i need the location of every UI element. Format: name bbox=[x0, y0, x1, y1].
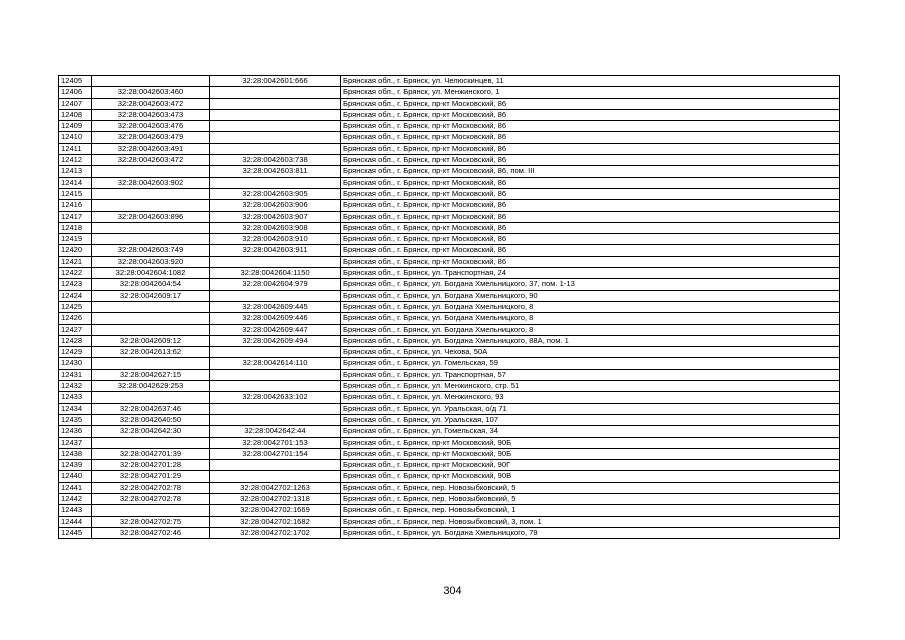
object-cadastral-number-cell bbox=[210, 381, 341, 392]
object-cadastral-number-cell: 32:28:0042603:905 bbox=[210, 188, 341, 199]
address-cell: Брянская обл., г. Брянск, ул. Богдана Хмельницкого, 88А, пом. 1 bbox=[341, 335, 840, 346]
land-cadastral-number-cell: 32:28:0042603:896 bbox=[92, 211, 210, 222]
table-row bbox=[59, 245, 840, 256]
address-cell: Брянская обл., г. Брянск, пр-кт Московский, 86 bbox=[341, 98, 840, 109]
object-cadastral-number-cell: 32:28:0042603:906 bbox=[210, 200, 341, 211]
table-row bbox=[59, 256, 840, 267]
address-cell: Брянская обл., г. Брянск, пр-кт Московский, 86 bbox=[341, 245, 840, 256]
row-number-cell: 12427 bbox=[59, 324, 92, 335]
table-row bbox=[59, 381, 840, 392]
object-cadastral-number-cell: 32:28:0042701:153 bbox=[210, 437, 341, 448]
row-number-cell: 12439 bbox=[59, 460, 92, 471]
table-row bbox=[59, 347, 840, 358]
address-cell: Брянская обл., г. Брянск, пер. Новозыбковский, 3, пом. 1 bbox=[341, 516, 840, 527]
object-cadastral-number-cell: 32:28:0042633:102 bbox=[210, 392, 341, 403]
object-cadastral-number-cell bbox=[210, 98, 341, 109]
row-number-cell: 12421 bbox=[59, 256, 92, 267]
row-number-cell: 12407 bbox=[59, 98, 92, 109]
table-row bbox=[59, 87, 840, 98]
object-cadastral-number-cell: 32:28:0042603:908 bbox=[210, 222, 341, 233]
object-cadastral-number-cell bbox=[210, 460, 341, 471]
page-number: 304 bbox=[443, 585, 462, 597]
land-cadastral-number-cell bbox=[92, 234, 210, 245]
table-row bbox=[59, 505, 840, 516]
object-cadastral-number-cell bbox=[210, 471, 341, 482]
address-cell: Брянская обл., г. Брянск, пр-кт Московский, 86 bbox=[341, 211, 840, 222]
row-number-cell: 12431 bbox=[59, 369, 92, 380]
table-row bbox=[59, 527, 840, 538]
address-cell: Брянская обл., г. Брянск, ул. Богдана Хмельницкого, 90 bbox=[341, 290, 840, 301]
object-cadastral-number-cell: 32:28:0042603:811 bbox=[210, 166, 341, 177]
table-row bbox=[59, 155, 840, 166]
address-cell: Брянская обл., г. Брянск, пер. Новозыбковский, 5 bbox=[341, 493, 840, 504]
row-number-cell: 12409 bbox=[59, 121, 92, 132]
object-cadastral-number-cell: 32:28:0042603:910 bbox=[210, 234, 341, 245]
table-row bbox=[59, 358, 840, 369]
land-cadastral-number-cell: 32:28:0042603:472 bbox=[92, 155, 210, 166]
table-row bbox=[59, 200, 840, 211]
land-cadastral-number-cell bbox=[92, 76, 210, 87]
address-cell: Брянская обл., г. Брянск, пр-кт Московский, 86 bbox=[341, 132, 840, 143]
land-cadastral-number-cell: 32:28:0042629:253 bbox=[92, 381, 210, 392]
land-cadastral-number-cell: 32:28:0042701:39 bbox=[92, 448, 210, 459]
object-cadastral-number-cell: 32:28:0042601:666 bbox=[210, 76, 341, 87]
address-cell: Брянская обл., г. Брянск, ул. Транспортная, 24 bbox=[341, 268, 840, 279]
object-cadastral-number-cell bbox=[210, 87, 341, 98]
address-cell: Брянская обл., г. Брянск, пр-кт Московский, 86 bbox=[341, 155, 840, 166]
row-number-cell: 12420 bbox=[59, 245, 92, 256]
row-number-cell: 12413 bbox=[59, 166, 92, 177]
address-cell: Брянская обл., г. Брянск, пр-кт Московский, 86 bbox=[341, 188, 840, 199]
address-cell: Брянская обл., г. Брянск, пр-кт Московский, 90Б bbox=[341, 448, 840, 459]
land-cadastral-number-cell: 32:28:0042702:78 bbox=[92, 493, 210, 504]
row-number-cell: 12433 bbox=[59, 392, 92, 403]
object-cadastral-number-cell bbox=[210, 290, 341, 301]
land-cadastral-number-cell: 32:28:0042603:472 bbox=[92, 98, 210, 109]
row-number-cell: 12437 bbox=[59, 437, 92, 448]
object-cadastral-number-cell: 32:28:0042702:1263 bbox=[210, 482, 341, 493]
registry-table bbox=[58, 75, 840, 539]
address-cell: Брянская обл., г. Брянск, ул. Богдана Хмельницкого, 8 bbox=[341, 301, 840, 312]
object-cadastral-number-cell: 32:28:0042702:1682 bbox=[210, 516, 341, 527]
address-cell: Брянская обл., г. Брянск, пр-кт Московский, 90В bbox=[341, 471, 840, 482]
land-cadastral-number-cell bbox=[92, 437, 210, 448]
table-row bbox=[59, 437, 840, 448]
table-row bbox=[59, 211, 840, 222]
address-cell: Брянская обл., г. Брянск, ул. Уральская, 107 bbox=[341, 414, 840, 425]
row-number-cell: 12408 bbox=[59, 109, 92, 120]
object-cadastral-number-cell: 32:28:0042702:1702 bbox=[210, 527, 341, 538]
address-cell: Брянская обл., г. Брянск, ул. Гомельская, 59 bbox=[341, 358, 840, 369]
table-row bbox=[59, 516, 840, 527]
address-cell: Брянская обл., г. Брянск, пер. Новозыбковский, 5 bbox=[341, 482, 840, 493]
land-cadastral-number-cell: 32:28:0042701:29 bbox=[92, 471, 210, 482]
object-cadastral-number-cell bbox=[210, 403, 341, 414]
row-number-cell: 12415 bbox=[59, 188, 92, 199]
row-number-cell: 12442 bbox=[59, 493, 92, 504]
land-cadastral-number-cell: 32:28:0042604:54 bbox=[92, 279, 210, 290]
table-row bbox=[59, 177, 840, 188]
table-row bbox=[59, 166, 840, 177]
table-row bbox=[59, 392, 840, 403]
address-cell: Брянская обл., г. Брянск, ул. Чехова, 50А bbox=[341, 347, 840, 358]
row-number-cell: 12424 bbox=[59, 290, 92, 301]
row-number-cell: 12441 bbox=[59, 482, 92, 493]
table-row bbox=[59, 290, 840, 301]
land-cadastral-number-cell bbox=[92, 188, 210, 199]
land-cadastral-number-cell: 32:28:0042637:46 bbox=[92, 403, 210, 414]
object-cadastral-number-cell: 32:28:0042609:494 bbox=[210, 335, 341, 346]
table-row bbox=[59, 313, 840, 324]
object-cadastral-number-cell: 32:28:0042642:44 bbox=[210, 426, 341, 437]
table-row bbox=[59, 493, 840, 504]
row-number-cell: 12436 bbox=[59, 426, 92, 437]
row-number-cell: 12422 bbox=[59, 268, 92, 279]
address-cell: Брянская обл., г. Брянск, ул. Челюскинцев, 11 bbox=[341, 76, 840, 87]
object-cadastral-number-cell: 32:28:0042604:979 bbox=[210, 279, 341, 290]
row-number-cell: 12445 bbox=[59, 527, 92, 538]
row-number-cell: 12406 bbox=[59, 87, 92, 98]
object-cadastral-number-cell bbox=[210, 347, 341, 358]
land-cadastral-number-cell: 32:28:0042603:491 bbox=[92, 143, 210, 154]
row-number-cell: 12438 bbox=[59, 448, 92, 459]
table-row bbox=[59, 234, 840, 245]
table-row bbox=[59, 132, 840, 143]
row-number-cell: 12417 bbox=[59, 211, 92, 222]
land-cadastral-number-cell: 32:28:0042702:78 bbox=[92, 482, 210, 493]
land-cadastral-number-cell: 32:28:0042603:902 bbox=[92, 177, 210, 188]
object-cadastral-number-cell: 32:28:0042614:110 bbox=[210, 358, 341, 369]
row-number-cell: 12412 bbox=[59, 155, 92, 166]
object-cadastral-number-cell: 32:28:0042603:911 bbox=[210, 245, 341, 256]
address-cell: Брянская обл., г. Брянск, ул. Богдана Хмельницкого, 79 bbox=[341, 527, 840, 538]
object-cadastral-number-cell bbox=[210, 143, 341, 154]
land-cadastral-number-cell: 32:28:0042627:15 bbox=[92, 369, 210, 380]
object-cadastral-number-cell: 32:28:0042603:907 bbox=[210, 211, 341, 222]
object-cadastral-number-cell: 32:28:0042609:445 bbox=[210, 301, 341, 312]
address-cell: Брянская обл., г. Брянск, пр-кт Московский, 86 bbox=[341, 256, 840, 267]
row-number-cell: 12428 bbox=[59, 335, 92, 346]
registry-table-body bbox=[59, 76, 840, 539]
land-cadastral-number-cell: 32:28:0042603:473 bbox=[92, 109, 210, 120]
land-cadastral-number-cell bbox=[92, 505, 210, 516]
address-cell: Брянская обл., г. Брянск, пр-кт Московский, 90Г bbox=[341, 460, 840, 471]
object-cadastral-number-cell bbox=[210, 414, 341, 425]
table-row bbox=[59, 460, 840, 471]
address-cell: Брянская обл., г. Брянск, пр-кт Московский, 86 bbox=[341, 109, 840, 120]
object-cadastral-number-cell: 32:28:0042609:447 bbox=[210, 324, 341, 335]
table-row bbox=[59, 301, 840, 312]
row-number-cell: 12405 bbox=[59, 76, 92, 87]
land-cadastral-number-cell: 32:28:0042609:17 bbox=[92, 290, 210, 301]
object-cadastral-number-cell bbox=[210, 177, 341, 188]
table-row bbox=[59, 76, 840, 87]
land-cadastral-number-cell bbox=[92, 166, 210, 177]
land-cadastral-number-cell: 32:28:0042603:749 bbox=[92, 245, 210, 256]
row-number-cell: 12410 bbox=[59, 132, 92, 143]
row-number-cell: 12418 bbox=[59, 222, 92, 233]
object-cadastral-number-cell: 32:28:0042603:738 bbox=[210, 155, 341, 166]
land-cadastral-number-cell bbox=[92, 313, 210, 324]
table-row bbox=[59, 121, 840, 132]
table-row bbox=[59, 426, 840, 437]
land-cadastral-number-cell: 32:28:0042609:12 bbox=[92, 335, 210, 346]
land-cadastral-number-cell bbox=[92, 222, 210, 233]
address-cell: Брянская обл., г. Брянск, пер. Новозыбковский, 1 bbox=[341, 505, 840, 516]
address-cell: Брянская обл., г. Брянск, пр-кт Московский, 86 bbox=[341, 234, 840, 245]
row-number-cell: 12444 bbox=[59, 516, 92, 527]
land-cadastral-number-cell: 32:28:0042603:479 bbox=[92, 132, 210, 143]
table-row bbox=[59, 143, 840, 154]
object-cadastral-number-cell bbox=[210, 121, 341, 132]
object-cadastral-number-cell: 32:28:0042702:1318 bbox=[210, 493, 341, 504]
land-cadastral-number-cell: 32:28:0042603:476 bbox=[92, 121, 210, 132]
land-cadastral-number-cell: 32:28:0042640:50 bbox=[92, 414, 210, 425]
row-number-cell: 12434 bbox=[59, 403, 92, 414]
address-cell: Брянская обл., г. Брянск, пр-кт Московский, 90Б bbox=[341, 437, 840, 448]
land-cadastral-number-cell: 32:28:0042604:1082 bbox=[92, 268, 210, 279]
address-cell: Брянская обл., г. Брянск, ул. Менжинского, 1 bbox=[341, 87, 840, 98]
address-cell: Брянская обл., г. Брянск, пр-кт Московский, 86 bbox=[341, 177, 840, 188]
land-cadastral-number-cell bbox=[92, 200, 210, 211]
land-cadastral-number-cell bbox=[92, 392, 210, 403]
land-cadastral-number-cell: 32:28:0042702:75 bbox=[92, 516, 210, 527]
row-number-cell: 12425 bbox=[59, 301, 92, 312]
address-cell: Брянская обл., г. Брянск, ул. Богдана Хмельницкого, 8 bbox=[341, 324, 840, 335]
object-cadastral-number-cell bbox=[210, 256, 341, 267]
address-cell: Брянская обл., г. Брянск, пр-кт Московский, 86 bbox=[341, 143, 840, 154]
table-row bbox=[59, 279, 840, 290]
address-cell: Брянская обл., г. Брянск, пр-кт Московский, 86 bbox=[341, 222, 840, 233]
table-row bbox=[59, 324, 840, 335]
object-cadastral-number-cell: 32:28:0042701:154 bbox=[210, 448, 341, 459]
table-row bbox=[59, 414, 840, 425]
table-row bbox=[59, 448, 840, 459]
address-cell: Брянская обл., г. Брянск, пр-кт Московский, 86 bbox=[341, 121, 840, 132]
object-cadastral-number-cell bbox=[210, 109, 341, 120]
row-number-cell: 12430 bbox=[59, 358, 92, 369]
address-cell: Брянская обл., г. Брянск, ул. Богдана Хмельницкого, 8 bbox=[341, 313, 840, 324]
land-cadastral-number-cell: 32:28:0042603:920 bbox=[92, 256, 210, 267]
row-number-cell: 12414 bbox=[59, 177, 92, 188]
object-cadastral-number-cell: 32:28:0042609:446 bbox=[210, 313, 341, 324]
object-cadastral-number-cell: 32:28:0042702:1669 bbox=[210, 505, 341, 516]
address-cell: Брянская обл., г. Брянск, ул. Богдана Хмельницкого, 37, пом. 1-13 bbox=[341, 279, 840, 290]
row-number-cell: 12440 bbox=[59, 471, 92, 482]
row-number-cell: 12435 bbox=[59, 414, 92, 425]
land-cadastral-number-cell bbox=[92, 358, 210, 369]
table-row bbox=[59, 471, 840, 482]
object-cadastral-number-cell: 32:28:0042604:1150 bbox=[210, 268, 341, 279]
address-cell: Брянская обл., г. Брянск, ул. Транспортная, 57 bbox=[341, 369, 840, 380]
row-number-cell: 12432 bbox=[59, 381, 92, 392]
land-cadastral-number-cell: 32:28:0042702:46 bbox=[92, 527, 210, 538]
row-number-cell: 12426 bbox=[59, 313, 92, 324]
land-cadastral-number-cell bbox=[92, 324, 210, 335]
address-cell: Брянская обл., г. Брянск, пр-кт Московский, 86, пом. III bbox=[341, 166, 840, 177]
land-cadastral-number-cell: 32:28:0042603:460 bbox=[92, 87, 210, 98]
land-cadastral-number-cell: 32:28:0042642:30 bbox=[92, 426, 210, 437]
row-number-cell: 12411 bbox=[59, 143, 92, 154]
table-row bbox=[59, 403, 840, 414]
table-row bbox=[59, 188, 840, 199]
row-number-cell: 12419 bbox=[59, 234, 92, 245]
table-row bbox=[59, 482, 840, 493]
address-cell: Брянская обл., г. Брянск, ул. Гомельская, 34 bbox=[341, 426, 840, 437]
address-cell: Брянская обл., г. Брянск, пр-кт Московский, 86 bbox=[341, 200, 840, 211]
table-row bbox=[59, 268, 840, 279]
address-cell: Брянская обл., г. Брянск, ул. Менжинского, 93 bbox=[341, 392, 840, 403]
table-row bbox=[59, 222, 840, 233]
table-row bbox=[59, 335, 840, 346]
land-cadastral-number-cell bbox=[92, 301, 210, 312]
row-number-cell: 12443 bbox=[59, 505, 92, 516]
row-number-cell: 12429 bbox=[59, 347, 92, 358]
address-cell: Брянская обл., г. Брянск, ул. Менжинского, стр. 51 bbox=[341, 381, 840, 392]
row-number-cell: 12416 bbox=[59, 200, 92, 211]
object-cadastral-number-cell bbox=[210, 369, 341, 380]
address-cell: Брянская обл., г. Брянск, ул. Уральская, о/д 71 bbox=[341, 403, 840, 414]
object-cadastral-number-cell bbox=[210, 132, 341, 143]
table-row bbox=[59, 98, 840, 109]
table-row bbox=[59, 369, 840, 380]
table-row bbox=[59, 109, 840, 120]
land-cadastral-number-cell: 32:28:0042701:28 bbox=[92, 460, 210, 471]
land-cadastral-number-cell: 32:28:0042613:62 bbox=[92, 347, 210, 358]
row-number-cell: 12423 bbox=[59, 279, 92, 290]
